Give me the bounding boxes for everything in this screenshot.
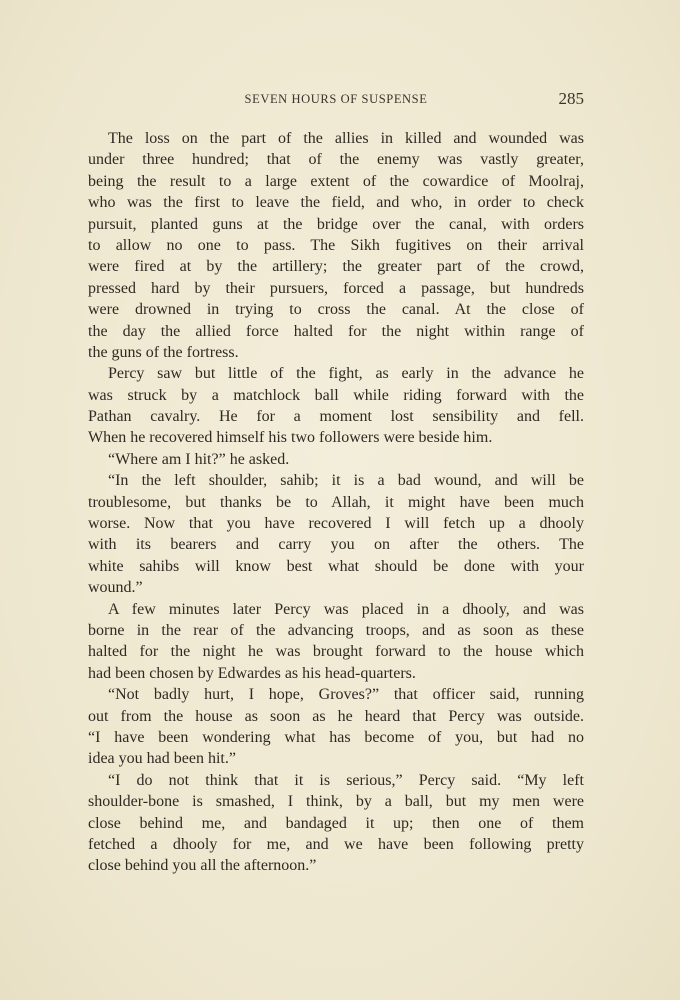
text-line: “In the left shoulder, sahib; it is a bad wound, and will be (108, 472, 584, 490)
text-line: to allow no one to pass. The Sikh fugitives on their arrival (88, 236, 584, 254)
text-line: The loss on the part of the allies in killed and wounded was (108, 130, 584, 147)
text-line: idea you had been hit.” (88, 750, 236, 768)
text-line: shoulder-bone is smashed, I think, by a ball, but my men were (88, 793, 584, 811)
running-head (88, 89, 584, 112)
text-line: worse. Now that you have recovered I will fetch up a dhooly (88, 515, 584, 533)
body-text (88, 128, 584, 877)
running-title: SEVEN HOURS OF SUSPENSE (244, 92, 428, 106)
text-line: “I do not think that it is serious,” Percy said. “My left (108, 771, 584, 789)
text-line: halted for the night he was brought forward to the house which (88, 643, 584, 661)
text-line: pressed hard by their pursuers, forced a passage, but hundreds (88, 279, 584, 297)
text-line: were fired at by the artillery; the greater part of the crowd, (88, 258, 584, 276)
text-line: who was the first to leave the field, and who, in order to check (88, 194, 584, 212)
text-line: close behind you all the afternoon.” (88, 857, 317, 875)
text-line: the guns of the fortress. (88, 343, 239, 361)
text-line: wound.” (88, 579, 143, 597)
text-line: troublesome, but thanks be to Allah, it might have been much (88, 493, 584, 511)
text-line: had been chosen by Edwardes as his head-quarters. (88, 664, 416, 682)
text-line: under three hundred; that of the enemy was vastly greater, (88, 151, 584, 169)
text-line: white sahibs will know best what should be done with your (88, 557, 584, 575)
text-line: When he recovered himself his two followers were beside him. (88, 429, 493, 447)
page-number: 285 (558, 89, 584, 108)
text-line: Pathan cavalry. He for a moment lost sensibility and fell. (88, 408, 584, 426)
text-line: was struck by a matchlock ball while riding forward with the (88, 386, 584, 404)
text-line: borne in the rear of the advancing troops, and as soon as these (88, 621, 584, 639)
text-line: close behind me, and bandaged it up; then one of them (88, 814, 584, 832)
text-line: Percy saw but little of the fight, as early in the advance he (108, 365, 584, 383)
text-line: “Not badly hurt, I hope, Groves?” that officer said, running (108, 686, 584, 704)
text-line: out from the house as soon as he heard that Percy was outside. (88, 707, 584, 725)
text-line: A few minutes later Percy was placed in a dhooly, and was (108, 600, 584, 618)
text-line: pursuit, planted guns at the bridge over the canal, with orders (88, 215, 584, 233)
text-line: were drowned in trying to cross the canal. At the close of (88, 301, 584, 319)
text-line: the day the allied force halted for the night within range of (88, 322, 584, 340)
text-line: “I have been wondering what has become of you, but had no (88, 728, 584, 746)
text-line: “Where am I hit?” he asked. (108, 450, 290, 468)
text-line: with its bearers and carry you on after the others. The (88, 536, 584, 554)
text-line: being the result to a large extent of the cowardice of Moolraj, (88, 172, 584, 190)
text-line: fetched a dhooly for me, and we have been following pretty (88, 835, 584, 853)
